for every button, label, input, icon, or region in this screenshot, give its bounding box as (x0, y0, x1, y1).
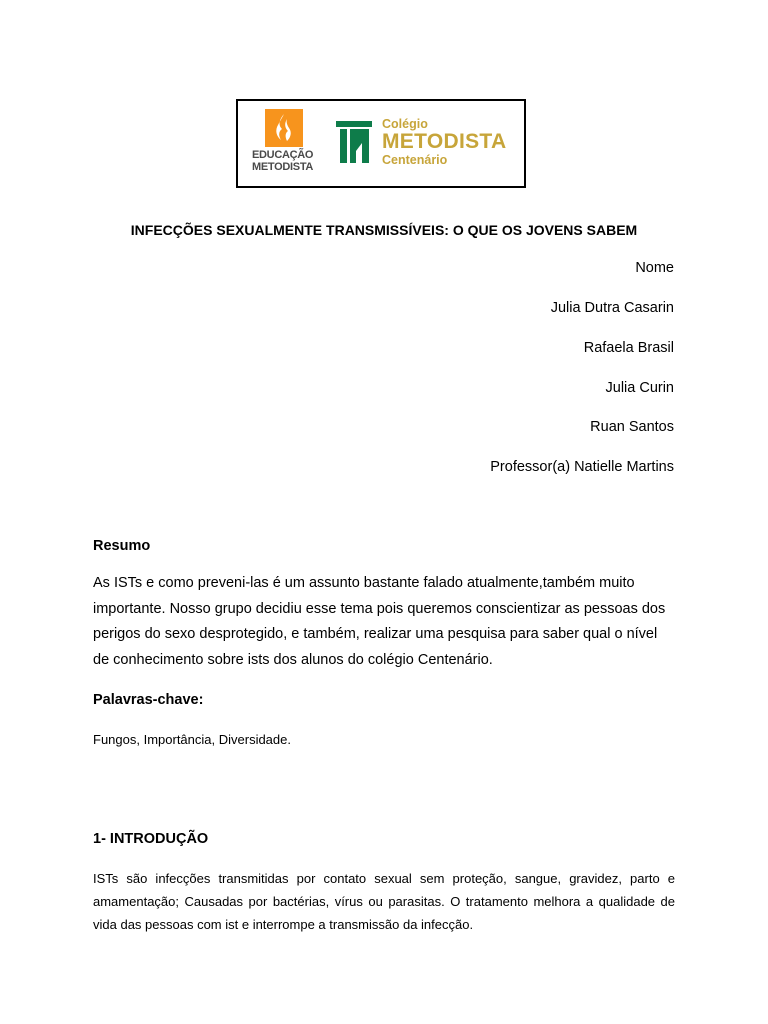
colegio-metodista-logo (336, 115, 516, 175)
logo-centenario: Centenário (382, 153, 448, 167)
introducao-text: ISTs são infecções transmitidas por contato sexual sem proteção, sangue, gravidez, parto e amamentação; Causadas por bactérias, vírus ou parasitas. O tratamento melhora a qualidade de vida das pessoas com ist e interrompe a transmissão da infecção. (93, 871, 675, 932)
logo-left-line1: EDUCAÇÃO (252, 149, 314, 161)
professor-name: Professor(a) Natielle Martins (490, 459, 674, 475)
logo-colegio: Colégio (382, 117, 428, 131)
keywords-text: Fungos, Importância, Diversidade. (93, 732, 291, 747)
author-name: Rafaela Brasil (583, 340, 674, 356)
document-title: INFECÇÕES SEXUALMENTE TRANSMISSÍVEIS: O QUE OS JOVENS SABEM (130, 222, 638, 238)
logo-metodista: METODISTA (382, 130, 507, 153)
author-name: Julia Curin (605, 380, 674, 396)
educacao-metodista-logo (252, 109, 332, 181)
im-monogram-icon (336, 121, 372, 163)
flame-icon (265, 109, 303, 147)
resumo-heading: Resumo (93, 538, 151, 554)
keywords-heading: Palavras-chave: (93, 692, 204, 708)
introducao-heading: 1- INTRODUÇÃO (93, 831, 209, 847)
author-name: Ruan Santos (590, 419, 674, 435)
logo-left-line2: METODISTA (252, 161, 314, 173)
author-label: Nome (635, 260, 674, 276)
author-name: Julia Dutra Casarin (550, 300, 674, 316)
header-logo-box (236, 99, 526, 188)
resumo-text: As ISTs e como preveni-las é um assunto bastante falado atualmente,também muito importante. Nosso grupo decidiu esse tema pois queremos conscientizar as pessoas dos perigos do sexo desprotegido, e também, realizar uma pesquisa para saber qual o nível de conhecimento sobre ists dos alunos do colégio Centenário. (93, 575, 666, 668)
